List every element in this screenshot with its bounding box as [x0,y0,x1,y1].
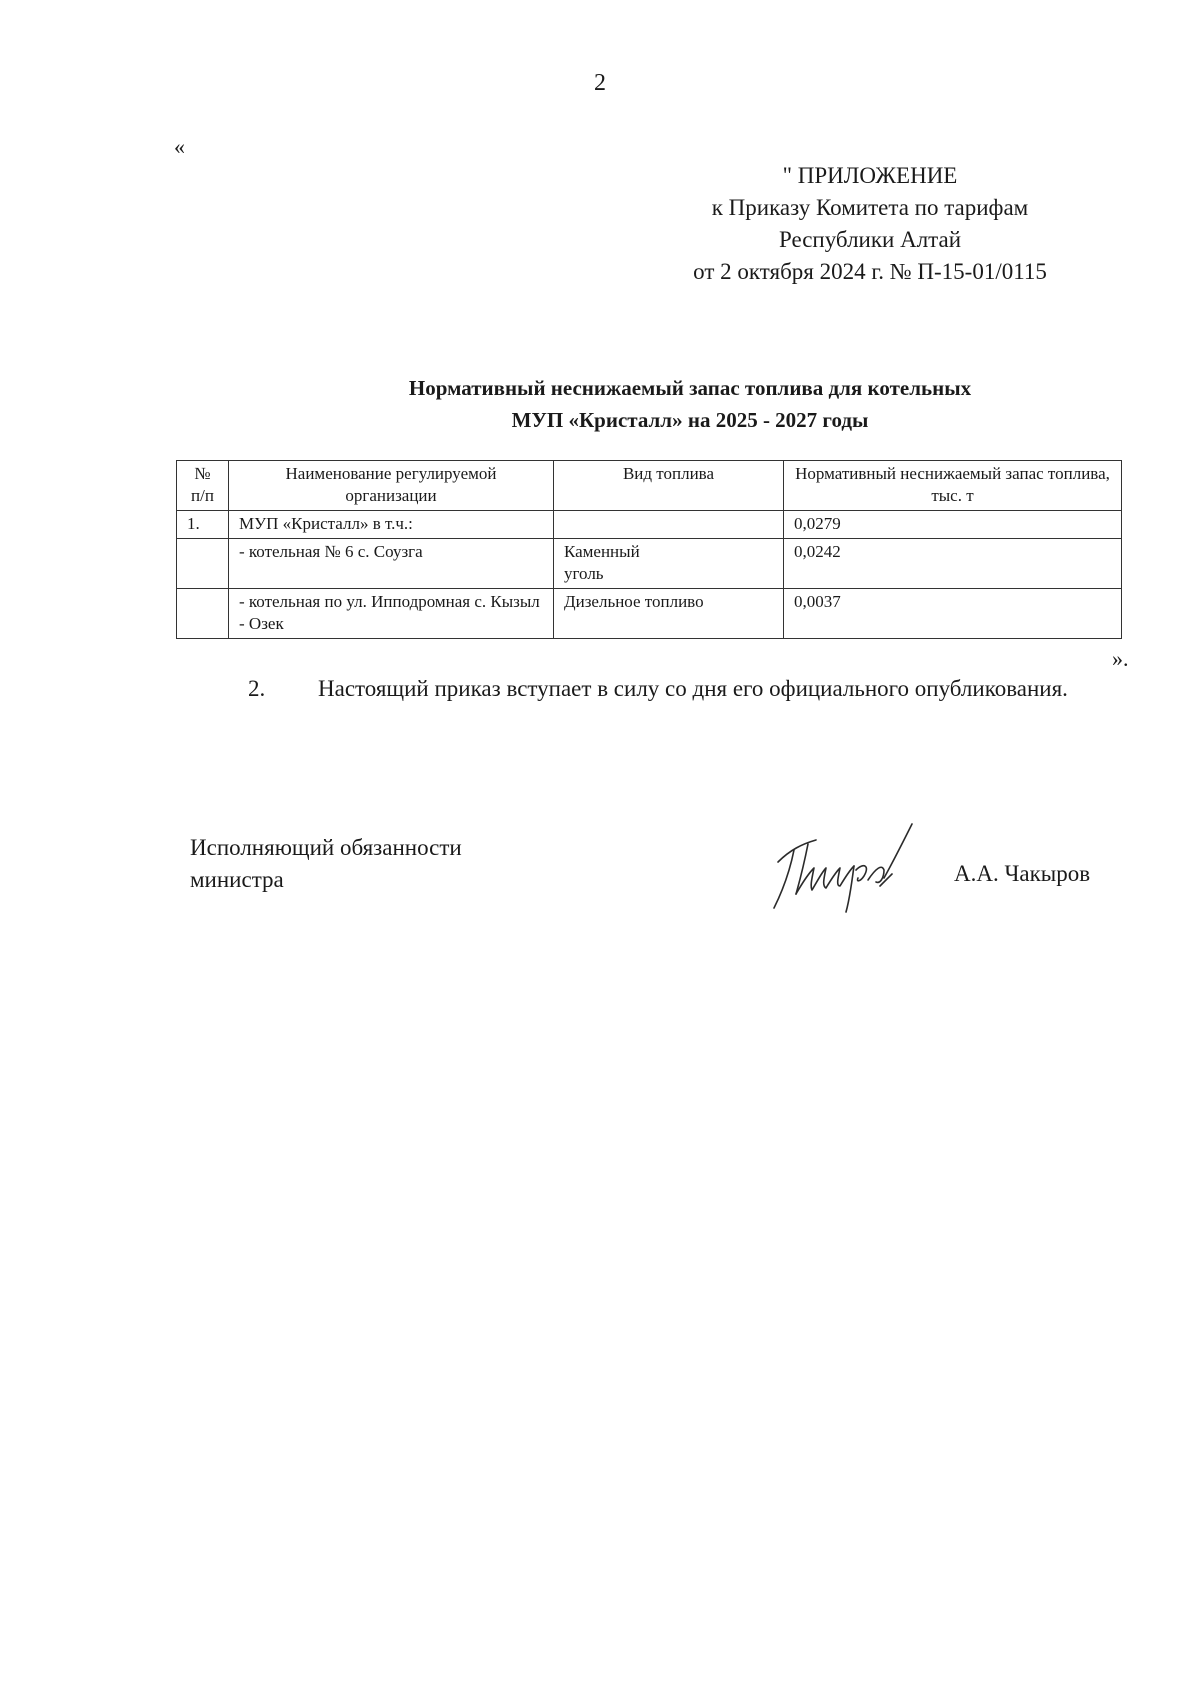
title-line-1: Нормативный неснижаемый запас топлива для котельных [408,376,972,400]
header-reserve: Нормативный неснижаемый запас топлива, тыс. т [784,461,1122,511]
appendix-label: " ПРИЛОЖЕНИЕ [782,163,958,188]
cell-reserve: 0,0037 [784,589,1122,639]
appendix-region: Республики Алтай [778,227,962,252]
cell-organization: МУП «Кристалл» в т.ч.: [229,511,554,539]
title-line-2: МУП «Кристалл» на 2025 - 2027 годы [511,408,869,432]
cell-fuel-type: Каменный уголь [554,539,784,589]
cell-number [177,589,229,639]
cell-reserve: 0,0242 [784,539,1122,589]
header-organization: Наименование регулируемой организации [229,461,554,511]
cell-reserve: 0,0279 [784,511,1122,539]
signatory-name: А.А. Чакыров [954,861,1091,886]
header-number: № п/п [177,461,229,511]
fuel-reserve-table [176,460,1122,639]
closing-quote-mark: ». [1112,646,1129,671]
cell-fuel-type [554,511,784,539]
cell-fuel-type: Дизельное топливо [554,589,784,639]
clause-2 [176,673,1122,705]
page-number: 2 [594,70,606,96]
signatory-role [190,832,462,896]
header-fuel-type: Вид топлива [554,461,784,511]
table-header-row [177,461,1122,511]
clause-text: Настоящий приказ вступает в силу со дня его официального опубликования. [318,676,1068,701]
table-row [177,511,1122,539]
appendix-order-date-number: от 2 октября 2024 г. № П-15-01/0115 [693,259,1047,284]
opening-quote-mark: « [174,134,185,159]
cell-organization: - котельная по ул. Ипподромная с. Кызыл - Озек [229,589,554,639]
signatory-role-line-1: Исполняющий обязанности [190,835,462,860]
table-row [177,589,1122,639]
table-row [177,539,1122,589]
appendix-heading [640,160,1100,288]
signatory-role-line-2: министра [190,867,284,892]
handwritten-signature [760,820,930,915]
cell-organization: - котельная № 6 с. Соузга [229,539,554,589]
clause-number: 2. [248,676,266,701]
cell-number: 1. [177,511,229,539]
cell-number [177,539,229,589]
appendix-order-reference: к Приказу Комитета по тарифам [711,195,1029,220]
document-title [300,372,1080,436]
